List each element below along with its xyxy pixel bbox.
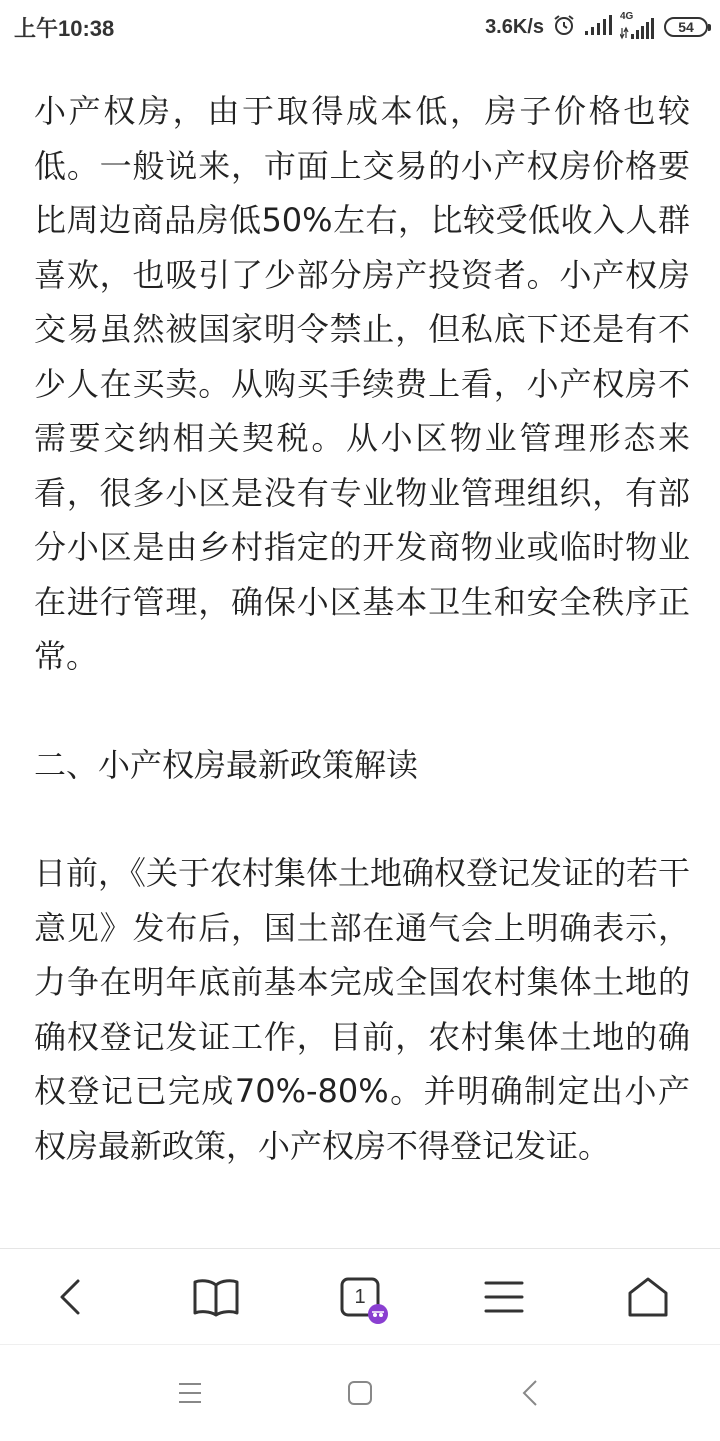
- tab-count: 1: [354, 1285, 366, 1308]
- bookmarks-button[interactable]: [171, 1252, 261, 1342]
- battery-level: 54: [678, 19, 694, 35]
- recents-button[interactable]: [160, 1363, 220, 1423]
- network-speed: 3.6K/s: [485, 15, 544, 38]
- alarm-icon: [552, 13, 576, 41]
- home-nav-button[interactable]: [330, 1363, 390, 1423]
- status-time: 上午10:38: [14, 16, 115, 41]
- status-bar: [0, 0, 720, 56]
- back-nav-icon: [520, 1379, 540, 1407]
- tabs-button[interactable]: [315, 1252, 405, 1342]
- signal-4g-icon: [620, 11, 656, 40]
- article-paragraph: 日前，《关于农村集体土地确权登记发证的若干意见》发布后，国土部在通气会上明确表示，力争在明年底前基本完成全国农村集体土地的确权登记发证工作，目前，农村集体土地的确权登记已完成70%-80%。并明确制定出小产权房最新政策，小产权房不得登记发证。: [34, 854, 690, 1165]
- recents-icon: [177, 1382, 203, 1404]
- network-type-label: 4G: [620, 11, 634, 22]
- home-button[interactable]: [603, 1252, 693, 1342]
- home-icon: [626, 1275, 670, 1319]
- book-icon: [192, 1277, 240, 1317]
- menu-icon: [484, 1280, 524, 1314]
- status-indicators: [485, 12, 708, 42]
- back-button[interactable]: [27, 1252, 117, 1342]
- menu-button[interactable]: [459, 1252, 549, 1342]
- incognito-badge-icon: [368, 1304, 388, 1324]
- system-nav-bar: [0, 1344, 720, 1441]
- home-nav-icon: [347, 1380, 373, 1406]
- article-paragraph: 小产权房，由于取得成本低，房子价格也较低。一般说来，市面上交易的小产权房价格要比周边商品房低50%左右，比较受低收入人群喜欢，也吸引了少部分房产投资者。小产权房交易虽然被国家明令禁止，但私底下还是有不少人在买卖。从购买手续费上看，小产权房不需要交纳相关契税。从小区物业管理形态来看，很多小区是没有专业物业管理组织，有部分小区是由乡村指定的开发商物业或临时物业在进行管理，确保小区基本卫生和安全秩序正常。: [34, 92, 690, 675]
- battery-icon: [664, 17, 708, 37]
- section-heading: 二、小产权房最新政策解读: [34, 745, 419, 784]
- article-content[interactable]: [34, 84, 690, 1244]
- signal-icon: [584, 14, 612, 40]
- back-icon: [52, 1277, 92, 1317]
- browser-toolbar: [0, 1248, 720, 1345]
- back-nav-button[interactable]: [500, 1363, 560, 1423]
